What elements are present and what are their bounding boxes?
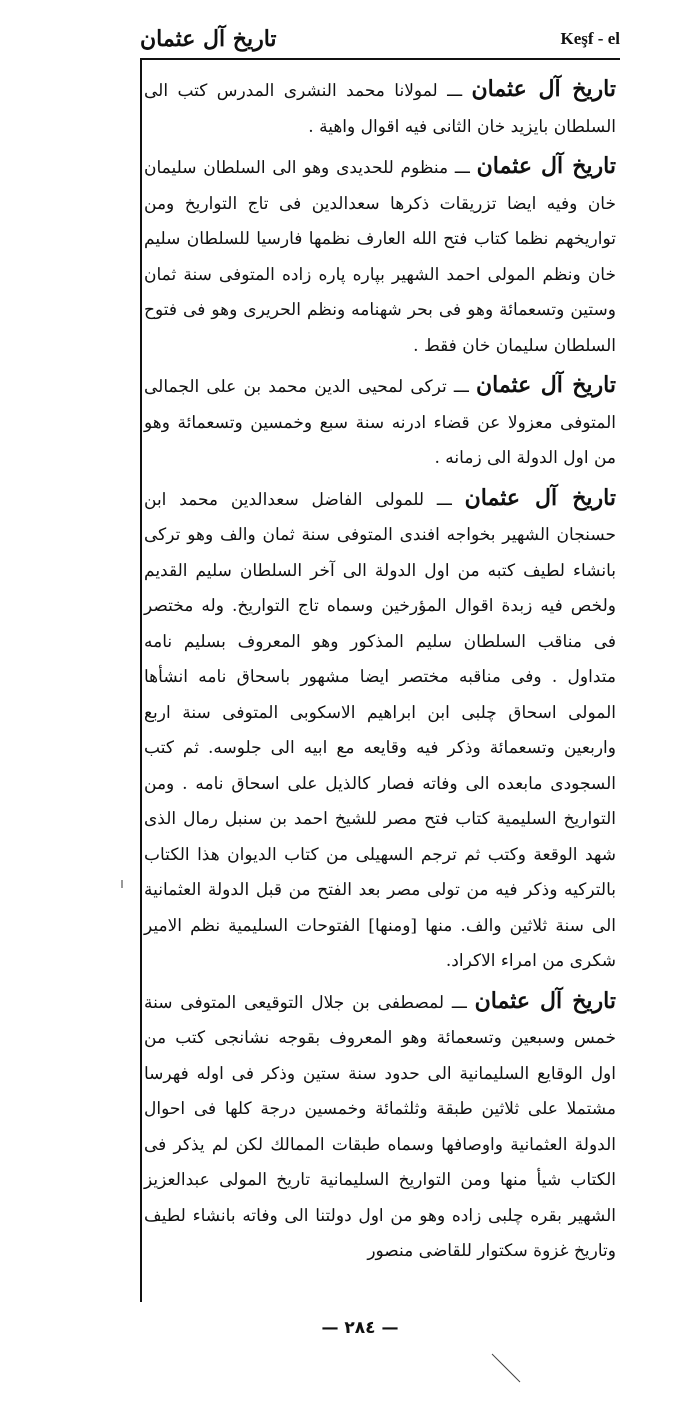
entry bbox=[140, 368, 620, 481]
entry-text: ـــ تركى لمحيى الدين محمد بن على الجمالى المتوفى معزولا عن قضاء ادرنه سنة سبع وخمسين وتسعمائة وهو من اول الدولة الى زمانه . bbox=[144, 377, 616, 468]
entry-text: ـــ لمولانا محمد النشرى المدرس كتب الى السلطان بايزيد خان الثانى فيه اقوال واهية . bbox=[144, 81, 616, 137]
header-rule bbox=[140, 58, 620, 60]
entry bbox=[140, 72, 620, 149]
running-head bbox=[140, 22, 620, 56]
entry-headword: تاريخ آل عثمان bbox=[475, 372, 616, 398]
entry-headword: تاريخ آل عثمان bbox=[474, 987, 616, 1014]
page-number: — ٢٨٤ — bbox=[321, 1318, 399, 1338]
entry-text: ـــ لمصطفى بن جلال التوقيعى المتوفى سنة خمس وسبعين وتسعمائة وهو المعروف بقوجه نشانجى كتب من اول الوقايع السليمانية الى حدود سنة ستين وذكر فى اوله فهرسا مشتملا على ثلاثين طبقة وثلثمائة وخمسين درجة كلها فى احوال الدولة العثمانية واوصافها وسماه طبقات الممالك لكن لم يذكر فى الكتاب شيأ منها ومن التواريخ السليمانية تاريخ المولى عبدالعزيز الشهير بقره چلبى زاده وهو من اول دولتنا الى وفاته بانشاء لطيف وتاريخ غزوة سكتوار للقاضى منصور bbox=[144, 992, 616, 1261]
entry-text: ـــ للمولى الفاضل سعدالدين محمد ابن حسنجان الشهير بخواجه افندى المتوفى سنة ثمان والف وهو تركى بانشاء لطيف كتبه من اول الدولة الى آخر السلطان سليم القديم ولخص فيه زبدة اقوال المؤرخين وسماه تاج التواريخ. وله مختصر فى مناقب السلطان سليم المذكور وهو المعروف بسليم نامه متداول . وفى مناقبه مختصر ايضا مشهور باسحاق نامه انشأها المولى اسحاق چلبى ابن ابراهيم الاسكوبى المتوفى سنة اربع واربعين وتسعمائة وذكر فيه وقايعه مع ابيه الى جلوسه. ثم كتب السجودى مابعده الى وفاته فصار كالذيل على اسحاق نامه . ومن التواريخ السليمية كتاب فتح مصر للشيخ احمد بن سنبل رمال الذى شهد الوقعة وكتب ثم ترجم السهيلى من كتاب الديوان هذا الكتاب بالتركيه وذكر فيه من تولى مصر بعد الفتح من قبل الدولة العثمانية الى سنة ثلاثين والف. منها [ومنها] الفتوحات السليمية نظم الامير شكرى من امراء الاكراد. bbox=[144, 489, 616, 971]
entry-text: ـــ منظوم للحديدى وهو الى السلطان سليمان خان وفيه ايضا تزريقات ذكرها سعدالدين فى تاج التواريخ ومن تواريخهم نظما كتاب فتح الله العارف نظمها فارسيا للسلطان سليم خان ونظم المولى احمد الشهير بپاره پاره زاده المتوفى سنة ثمان وستين وتسعمائة وهو فى بحر شهنامه ونظم الحريرى وهو فى فتوح السلطان سليمان خان فقط . bbox=[144, 158, 616, 356]
entry-headword: تاريخ آل عثمان bbox=[471, 76, 616, 102]
text-column bbox=[140, 72, 620, 1261]
running-head-title: تاريخ آل عثمان bbox=[140, 26, 277, 52]
entry-headword: تاريخ آل عثمان bbox=[464, 484, 616, 511]
running-head-latin: Keşf - el bbox=[560, 29, 620, 48]
entry-headword: تاريخ آل عثمان bbox=[476, 153, 616, 179]
pen-stroke-icon bbox=[490, 1352, 522, 1384]
margin-mark-icon bbox=[118, 880, 126, 888]
entry bbox=[140, 481, 620, 984]
entry bbox=[140, 149, 620, 368]
entry bbox=[140, 984, 620, 1274]
